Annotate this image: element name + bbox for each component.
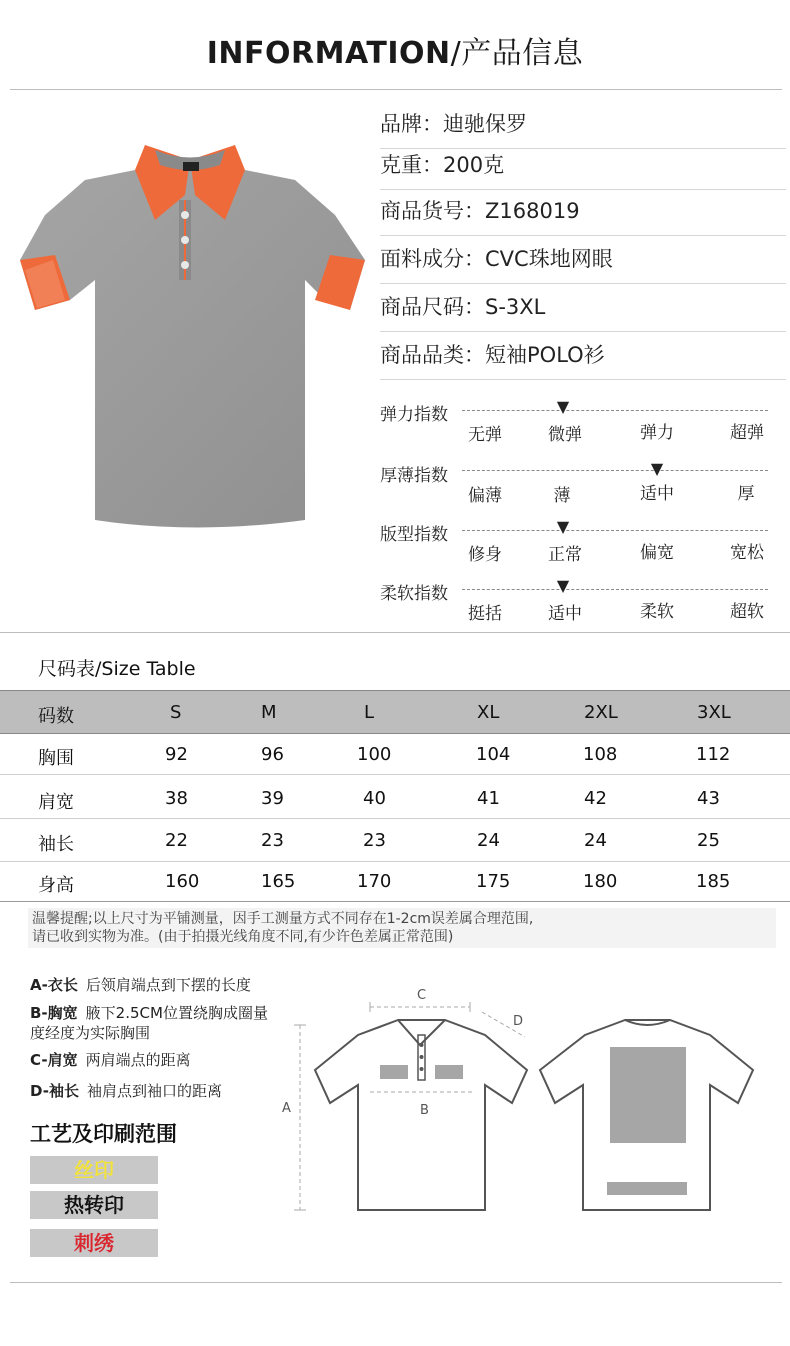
- index-option: 适中: [640, 484, 674, 504]
- index-title-softness: 柔软指数: [380, 584, 448, 604]
- table-cell: 170: [357, 871, 392, 892]
- table-cell: 23: [261, 830, 284, 851]
- title-cn: /产品信息: [450, 36, 584, 71]
- table-cell: 165: [261, 871, 296, 892]
- measurement-key: A-衣长: [30, 976, 78, 994]
- table-cell: 身高: [38, 875, 74, 896]
- craft-label: 热转印: [64, 1193, 124, 1217]
- measurement-desc: 两肩端点的距离: [85, 1051, 191, 1069]
- size-note: [28, 908, 776, 948]
- index-option: 厚: [737, 484, 755, 504]
- info-value: CVC珠地网眼: [485, 247, 613, 271]
- info-value: S-3XL: [485, 295, 546, 319]
- label-a: A: [282, 1101, 291, 1116]
- table-header-cell: XL: [477, 702, 500, 723]
- index-option: 宽松: [730, 543, 764, 563]
- measurement-b: [30, 1003, 280, 1043]
- index-option: 挺括: [468, 604, 502, 624]
- info-value: Z168019: [485, 199, 580, 223]
- index-title-thickness: 厚薄指数: [380, 466, 448, 486]
- table-header-cell: 2XL: [584, 702, 618, 723]
- selection-marker-icon: ▼: [556, 576, 570, 595]
- selection-marker-icon: ▼: [556, 397, 570, 416]
- index-option: 超软: [730, 602, 764, 622]
- info-row-size: [380, 283, 786, 332]
- table-header-cell: 3XL: [697, 702, 731, 723]
- table-row-divider: [0, 818, 790, 819]
- index-option: 微弹: [548, 425, 582, 445]
- index-option: 无弹: [468, 425, 502, 445]
- size-table-title: 尺码表/Size Table: [38, 658, 196, 680]
- table-cell: 40: [363, 788, 386, 809]
- label-d: D: [513, 1014, 524, 1029]
- table-cell: 112: [696, 744, 731, 765]
- footer-divider: [10, 1282, 782, 1283]
- info-label: 面料成分：: [380, 247, 485, 271]
- label-c: C: [417, 988, 427, 1003]
- table-cell: 180: [583, 871, 618, 892]
- index-option: 偏宽: [640, 543, 674, 563]
- measurement-key: B-胸宽: [30, 1004, 78, 1022]
- index-option: 正常: [548, 545, 582, 565]
- table-cell: 24: [584, 830, 607, 851]
- table-cell: 108: [583, 744, 618, 765]
- selection-marker-icon: ▼: [556, 517, 570, 536]
- info-label: 商品品类：: [380, 343, 485, 367]
- index-option: 柔软: [640, 602, 674, 622]
- selection-marker-icon: ▼: [650, 459, 664, 478]
- info-value: 迪驰保罗: [443, 112, 527, 136]
- table-cell: 22: [165, 830, 188, 851]
- table-cell: 43: [697, 788, 720, 809]
- table-cell: 23: [363, 830, 386, 851]
- table-header-cell: S: [170, 702, 182, 723]
- table-header-cell: L: [364, 702, 375, 723]
- table-cell: 39: [261, 788, 284, 809]
- title-en: INFORMATION: [206, 36, 451, 71]
- table-cell: 160: [165, 871, 200, 892]
- info-row-weight: [380, 141, 786, 190]
- size-table-header: [0, 690, 790, 734]
- table-row-divider: [0, 861, 790, 862]
- measure-line-c: [370, 1002, 470, 1012]
- table-cell: 25: [697, 830, 720, 851]
- info-value: 短袖POLO衫: [485, 343, 605, 367]
- index-line: [462, 589, 768, 590]
- info-row-fabric: [380, 235, 786, 284]
- table-cell: 38: [165, 788, 188, 809]
- measurement-desc: 腋下2.5CM位置绕胸成圈量度经度为实际胸围: [30, 1004, 268, 1042]
- table-cell: 41: [477, 788, 500, 809]
- craft-label: 刺绣: [74, 1231, 114, 1255]
- measurement-c: [30, 1050, 280, 1070]
- measurement-diagram: [270, 975, 770, 1220]
- table-cell: 100: [357, 744, 392, 765]
- table-cell: 96: [261, 744, 284, 765]
- info-label: 克重：: [380, 153, 443, 177]
- table-cell: 肩宽: [38, 792, 74, 813]
- header-divider: [10, 89, 782, 90]
- label-b: B: [420, 1103, 429, 1118]
- table-cell: 175: [476, 871, 511, 892]
- index-title-fit: 版型指数: [380, 525, 448, 545]
- table-cell: 92: [165, 744, 188, 765]
- info-label: 商品货号：: [380, 199, 485, 223]
- table-cell: 袖长: [38, 834, 74, 855]
- table-cell: 104: [476, 744, 511, 765]
- index-line: [462, 410, 768, 411]
- index-option: 偏薄: [468, 486, 502, 506]
- craft-title: 工艺及印刷范围: [30, 1122, 177, 1146]
- measurement-key: D-袖长: [30, 1082, 79, 1100]
- index-option: 弹力: [640, 423, 674, 443]
- table-cell: 胸围: [38, 748, 74, 769]
- polo-shirt-image: [15, 140, 365, 550]
- index-title-elasticity: 弹力指数: [380, 405, 448, 425]
- measurement-desc: 袖肩点到袖口的距离: [86, 1082, 222, 1100]
- table-header-cell: 码数: [38, 706, 74, 727]
- index-option: 超弹: [730, 423, 764, 443]
- table-header-cell: M: [261, 702, 277, 723]
- info-label: 品牌：: [380, 112, 443, 136]
- measurement-desc: 后领肩端点到下摆的长度: [85, 976, 251, 994]
- note-line: 温馨提醒;以上尺寸为平铺测量，因手工测量方式不同存在1-2cm误差属合理范围,: [32, 911, 534, 927]
- index-option: 薄: [553, 486, 571, 506]
- measurement-d: [30, 1081, 280, 1101]
- info-value: 200克: [443, 153, 505, 177]
- index-option: 适中: [548, 604, 582, 624]
- index-line: [462, 530, 768, 531]
- note-line: 请已收到实物为准。(由于拍摄光线角度不同,有少许色差属正常范围): [32, 929, 454, 945]
- table-cell: 185: [696, 871, 731, 892]
- table-cell: 24: [477, 830, 500, 851]
- info-row-item-number: [380, 187, 786, 236]
- craft-label: 丝印: [74, 1158, 114, 1182]
- index-option: 修身: [468, 545, 502, 565]
- index-line: [462, 470, 768, 471]
- table-cell: 42: [584, 788, 607, 809]
- measure-line-a: [294, 1025, 306, 1210]
- measurement-key: C-肩宽: [30, 1051, 78, 1069]
- craft-item-heat-transfer: [30, 1191, 158, 1219]
- craft-item-embroidery: [30, 1229, 158, 1257]
- table-row-divider: [0, 774, 790, 775]
- table-bottom-divider: [0, 901, 790, 902]
- page-title: [0, 28, 790, 72]
- craft-item-silkscreen: [30, 1156, 158, 1184]
- measurement-a: [30, 975, 280, 995]
- info-label: 商品尺码：: [380, 295, 485, 319]
- info-row-category: [380, 331, 786, 380]
- section-divider: [0, 632, 790, 633]
- back-shirt-outline: [540, 1020, 753, 1210]
